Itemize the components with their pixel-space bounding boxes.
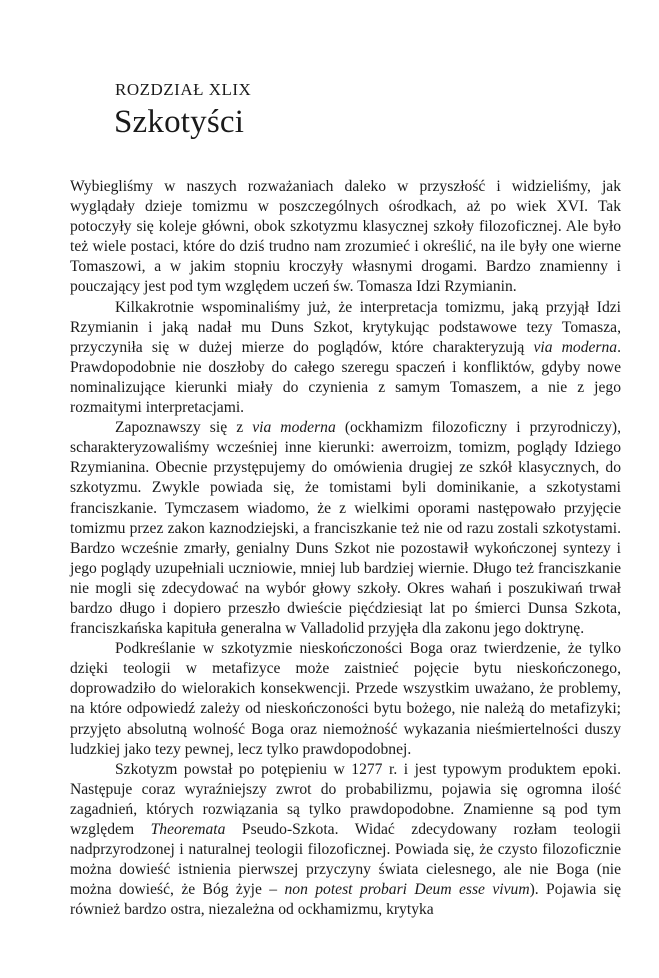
paragraph-2: Kilkakrotnie wspominaliśmy już, że interpretacja tomizmu, jaką przyjął Idzi Rzymianin i jaką nadał mu Duns Szkot, krytykując podstawowe tezy Tomasza, przyczyniła się w dużej mierze do poglądów, które charakteryzują via moderna. Prawdopodobnie nie doszłoby do całego szeregu spaczeń i konfliktów, gdyby nowe nominalizujące kierunki miały do czynienia z samym Tomaszem, a nie z jego rozmaitymi interpretacjami. xyxy=(70,298,621,417)
paragraph-5: Szkotyzm powstał po potępieniu w 1277 r. i jest typowym produktem epoki. Następuje coraz wyraźniejszy zwrot do probabilizmu, pojawia się ogromna ilość zagadnień, których rozwiązania są tylko prawdopodobne. Znamienne są pod tym względem Theoremata Pseudo-Szkota. Widać zdecydowany rozłam teologii nadprzyrodzonej i naturalnej teologii filozoficznej. Powiada się, że czysto filozoficznie można dowieść istnienia pierwszej przyczyny świata cielesnego, ale nie Boga (nie można dowieść, że Bóg żyje – non potest probari Deum esse vivum). Pojawia się również bardzo ostra, niezależna od ockhamizmu, krytyka xyxy=(70,760,621,919)
paragraph-4: Podkreślanie w szkotyzmie nieskończoności Boga oraz twierdzenie, że tylko dzięki teologii w metafizyce może zaistnieć pojęcie bytu nieskończonego, doprowadziło do wielorakich konsekwencji. Przede wszystkim uważano, że problemy, na które odpowiedź zależy od nieskończoności bytu bożego, nie należą do metafizyki; przyjęto absolutną wolność Boga oraz niemożność wykazania nieśmiertelności duszy ludzkiej jako tezy pewnej, lecz tylko prawdopodobnej. xyxy=(70,640,621,758)
chapter-number: ROZDZIAŁ XLIX xyxy=(115,80,252,99)
chapter-title: Szkotyści xyxy=(114,104,245,140)
chapter-body xyxy=(70,177,621,920)
paragraph-1: Wybiegliśmy w naszych rozważaniach daleko w przyszłość i widzieliśmy, jak wyglądały dzieje tomizmu w poszczególnych ośrodkach, aż po wiek XVI. Tak potoczyły się koleje główni, obok szkotyzmu klasycznej szkoły filozoficznej. Ale było też wiele postaci, które do dziś trudno nam zrozumieć i określić, na ile były one wierne Tomaszowi, a w jakim stopniu kroczyły własnymi drogami. Bardzo znamienny i pouczający jest pod tym względem uczeń św. Tomasza Idzi Rzymianin. xyxy=(70,178,621,296)
paragraph-3: Zapoznawszy się z via moderna (ockhamizm filozoficzny i przyrodniczy), scharakteryzowaliśmy wcześniej inne kierunki: awerroizm, tomizm, poglądy Idziego Rzymianina. Obecnie przystępujemy do omówienia drugiej ze szkół klasycznych, do szkotyzmu. Zwykle powiada się, że tomistami byli dominikanie, a szkotystami franciszkanie. Tymczasem wiadomo, że z wielkimi oporami następowało przyjęcie tomizmu przez zakon kaznodziejski, a franciszkanie też nie od razu zostali szkotystami. Bardzo wcześnie zmarły, genialny Duns Szkot nie pozostawił wykończonej syntezy i jego poglądy uzupełniali uczniowie, mniej lub bardziej wiernie. Długo też franciszkanie nie mogli się zdecydować na wybór głowy szkoły. Okres wahań i poszukiwań trwał bardzo długo i dopiero przeszło dwieście pięćdziesiąt lat po śmierci Dunsa Szkota, franciszkańska kapituła generalna w Valladolid przyjęła dla zakonu jego doktrynę. xyxy=(70,419,621,638)
